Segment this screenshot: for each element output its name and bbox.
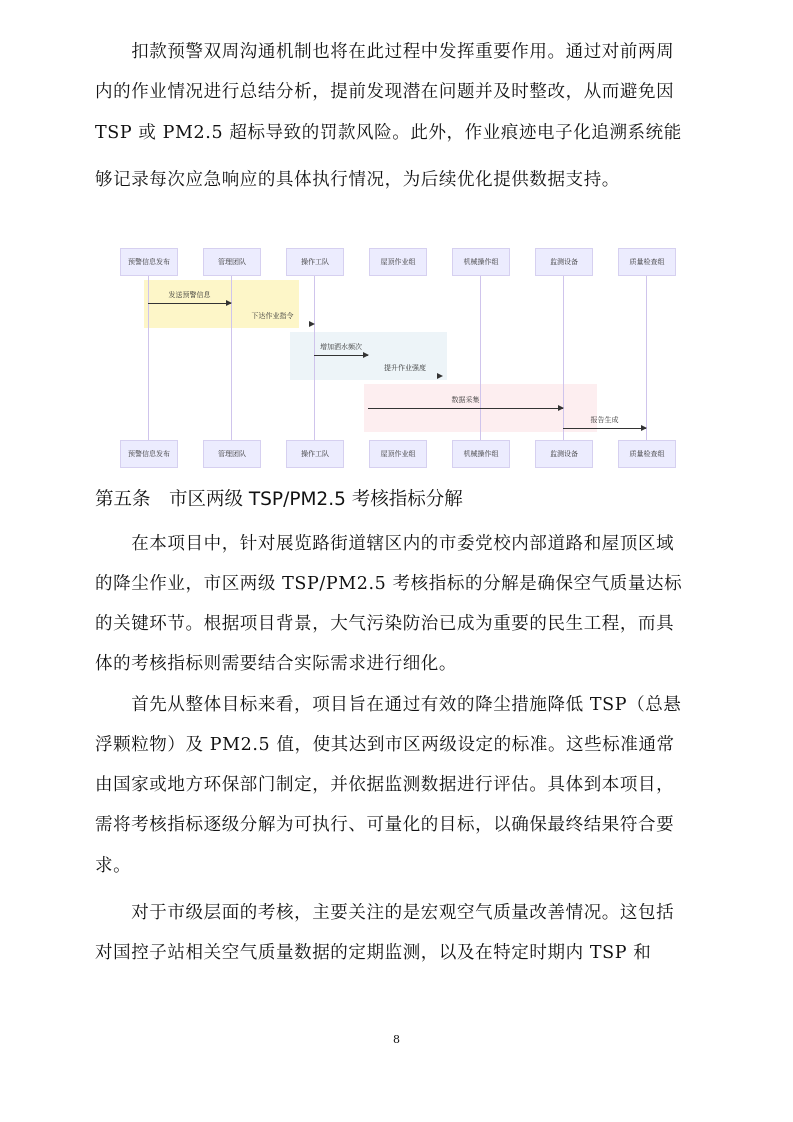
lifeline	[314, 276, 315, 440]
actor-top: 监测设备	[535, 248, 593, 276]
text-line: 求。	[95, 856, 132, 876]
message-label: 报告生成	[590, 416, 619, 424]
actor-bottom: 机械操作组	[452, 440, 510, 468]
actor-bottom: 管理团队	[203, 440, 261, 468]
message-label: 数据采集	[451, 396, 480, 404]
actor-bottom: 操作工队	[286, 440, 344, 468]
sequence-diagram	[110, 240, 690, 470]
message-arrow	[148, 303, 231, 304]
page-number: 8	[393, 1033, 400, 1046]
text-line: 浮颗粒物）及 PM2.5 值，使其达到市区两级设定的标准。这些标准通常	[95, 735, 675, 755]
actor-bottom: 屋顶作业组	[369, 440, 427, 468]
text-line: 够记录每次应急响应的具体执行情况，为后续优化提供数据支持。	[95, 170, 620, 190]
actor-bottom: 预警信息发布	[120, 440, 178, 468]
lifeline	[148, 276, 149, 440]
actor-bottom: 质量检查组	[618, 440, 676, 468]
section-heading: 第五条 市区两级 TSP/PM2.5 考核指标分解	[95, 489, 463, 510]
text-line: 的降尘作业，市区两级 TSP/PM2.5 考核指标的分解是确保空气质量达标	[95, 574, 683, 594]
text-line: 内的作业情况进行总结分析，提前发现潜在问题并及时整改，从而避免因	[95, 82, 675, 102]
message-arrow	[231, 324, 314, 325]
message-arrow	[314, 355, 368, 356]
lifeline	[480, 276, 481, 440]
text-line: 扣款预警双周沟通机制也将在此过程中发挥重要作用。通过对前两周	[95, 42, 675, 62]
actor-top: 管理团队	[203, 248, 261, 276]
message-arrow	[368, 408, 563, 409]
lifeline	[646, 276, 647, 440]
message-arrow	[563, 428, 646, 429]
text-line: 对国控子站相关空气质量数据的定期监测，以及在特定时期内 TSP 和	[95, 943, 652, 963]
text-line: 体的考核指标则需要结合实际需求进行细化。	[95, 654, 457, 674]
text-line: TSP 或 PM2.5 超标导致的罚款风险。此外，作业痕迹电子化追溯系统能	[95, 123, 682, 143]
message-label: 增加洒水频次	[320, 343, 362, 351]
message-arrow	[368, 376, 442, 377]
actor-top: 屋顶作业组	[369, 248, 427, 276]
text-line: 由国家或地方环保部门制定，并依据监测数据进行评估。具体到本项目，	[95, 775, 675, 795]
message-label: 提升作业强度	[384, 364, 426, 372]
text-line: 的关键环节。根据项目背景，大气污染防治已成为重要的民生工程，而具	[95, 614, 675, 634]
text-line: 首先从整体目标来看，项目旨在通过有效的降尘措施降低 TSP（总悬	[95, 695, 682, 715]
actor-top: 质量检查组	[618, 248, 676, 276]
message-label: 下达作业指令	[251, 312, 294, 320]
text-line: 需将考核指标逐级分解为可执行、可量化的目标，以确保最终结果符合要	[95, 815, 675, 835]
actor-bottom: 监测设备	[535, 440, 593, 468]
text-line: 对于市级层面的考核，主要关注的是宏观空气质量改善情况。这包括	[95, 903, 675, 923]
actor-top: 操作工队	[286, 248, 344, 276]
text-line: 在本项目中，针对展览路街道辖区内的市委党校内部道路和屋顶区域	[95, 534, 675, 554]
message-label: 发送预警信息	[168, 291, 211, 299]
actor-top: 预警信息发布	[120, 248, 178, 276]
actor-top: 机械操作组	[452, 248, 510, 276]
